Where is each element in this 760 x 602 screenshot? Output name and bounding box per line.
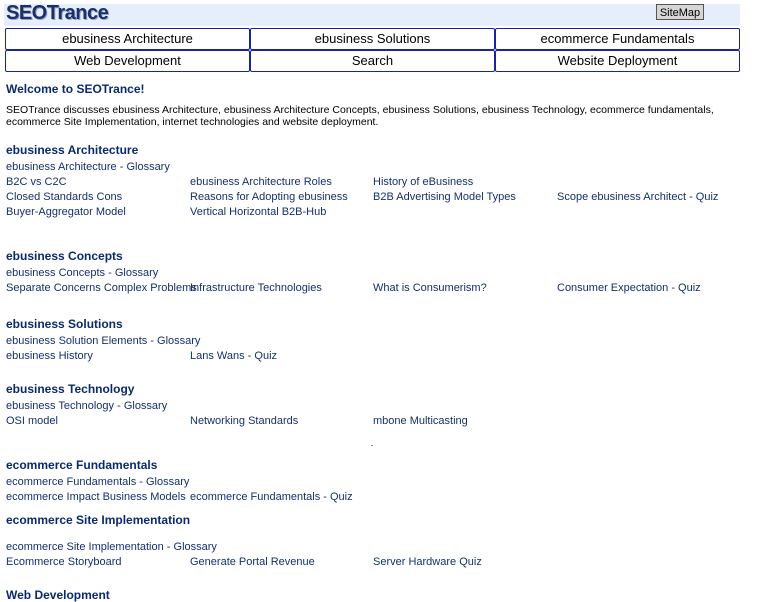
link-b2b-advertising[interactable]: B2B Advertising Model Types bbox=[373, 191, 516, 203]
link-fundamentals-glossary[interactable]: ecommerce Fundamentals - Glossary bbox=[6, 476, 190, 488]
link-consumerism[interactable]: What is Consumerism? bbox=[373, 282, 487, 294]
link-buyer-aggregator[interactable]: Buyer-Aggregator Model bbox=[6, 206, 126, 218]
nav-web-development[interactable]: Web Development bbox=[5, 50, 250, 72]
nav-ebusiness-architecture[interactable]: ebusiness Architecture bbox=[5, 28, 250, 50]
link-mbone-multicasting[interactable]: mbone Multicasting bbox=[373, 415, 468, 427]
main-nav bbox=[5, 28, 740, 72]
sitemap-button[interactable]: SiteMap bbox=[656, 4, 704, 20]
section-title-ecommerce-fundamentals: ecommerce Fundamentals bbox=[6, 458, 158, 472]
link-fundamentals-quiz[interactable]: ecommerce Fundamentals - Quiz bbox=[190, 491, 353, 503]
link-networking-standards[interactable]: Networking Standards bbox=[190, 415, 299, 427]
link-infrastructure-tech[interactable]: Infrastructure Technologies bbox=[190, 282, 322, 294]
link-lans-wans-quiz[interactable]: Lans Wans - Quiz bbox=[190, 350, 278, 362]
link-solution-elements-glossary[interactable]: ebusiness Solution Elements - Glossary bbox=[6, 335, 201, 347]
link-concepts-glossary[interactable]: ebusiness Concepts - Glossary bbox=[6, 267, 159, 279]
link-architecture-roles[interactable]: ebusiness Architecture Roles bbox=[190, 176, 332, 188]
section-title-web-development: Web Development bbox=[6, 588, 110, 602]
link-reasons-adopting[interactable]: Reasons for Adopting ebusiness bbox=[190, 191, 348, 203]
link-separate-concerns[interactable]: Separate Concerns Complex Problems bbox=[6, 282, 197, 294]
section-title-ebusiness-concepts: ebusiness Concepts bbox=[6, 249, 123, 263]
link-ecommerce-storyboard[interactable]: Ecommerce Storyboard bbox=[6, 556, 122, 568]
header-bar bbox=[4, 4, 740, 26]
stray-dot bbox=[371, 445, 373, 446]
intro-paragraph: SEOTrance discusses ebusiness Architecture, ebusiness Architecture Concepts, ebusiness Solutions, ebusiness Technology, ecommerce fundamentals, ecommerce Site Implementation, internet technologies and website deployment. bbox=[6, 104, 714, 128]
site-logo[interactable]: SEOTrance bbox=[6, 2, 109, 24]
link-architecture-glossary[interactable]: ebusiness Architecture - Glossary bbox=[6, 161, 170, 173]
section-title-site-implementation: ecommerce Site Implementation bbox=[6, 513, 191, 527]
welcome-heading: Welcome to SEOTrance! bbox=[6, 82, 145, 96]
nav-ecommerce-fundamentals[interactable]: ecommerce Fundamentals bbox=[495, 28, 740, 50]
link-ebusiness-history[interactable]: ebusiness History bbox=[6, 350, 93, 362]
section-title-ebusiness-architecture: ebusiness Architecture bbox=[6, 143, 139, 157]
nav-ebusiness-solutions[interactable]: ebusiness Solutions bbox=[250, 28, 495, 50]
link-vertical-horizontal[interactable]: Vertical Horizontal B2B-Hub bbox=[190, 206, 327, 218]
nav-website-deployment[interactable]: Website Deployment bbox=[495, 50, 740, 72]
nav-search[interactable]: Search bbox=[250, 50, 495, 72]
link-impact-business-models[interactable]: ecommerce Impact Business Models bbox=[6, 491, 186, 503]
section-title-ebusiness-solutions: ebusiness Solutions bbox=[6, 317, 123, 331]
link-scope-architect-quiz[interactable]: Scope ebusiness Architect - Quiz bbox=[557, 191, 719, 203]
link-osi-model[interactable]: OSI model bbox=[6, 415, 58, 427]
link-server-hardware-quiz[interactable]: Server Hardware Quiz bbox=[373, 556, 482, 568]
link-site-implementation-glossary[interactable]: ecommerce Site Implementation - Glossary bbox=[6, 541, 217, 553]
link-history-ebusiness[interactable]: History of eBusiness bbox=[373, 176, 474, 188]
link-b2c-vs-c2c[interactable]: B2C vs C2C bbox=[6, 176, 67, 188]
section-title-ebusiness-technology: ebusiness Technology bbox=[6, 382, 135, 396]
link-technology-glossary[interactable]: ebusiness Technology - Glossary bbox=[6, 400, 168, 412]
link-closed-standards[interactable]: Closed Standards Cons bbox=[6, 191, 123, 203]
link-consumer-expectation-quiz[interactable]: Consumer Expectation - Quiz bbox=[557, 282, 701, 294]
link-generate-portal-revenue[interactable]: Generate Portal Revenue bbox=[190, 556, 315, 568]
